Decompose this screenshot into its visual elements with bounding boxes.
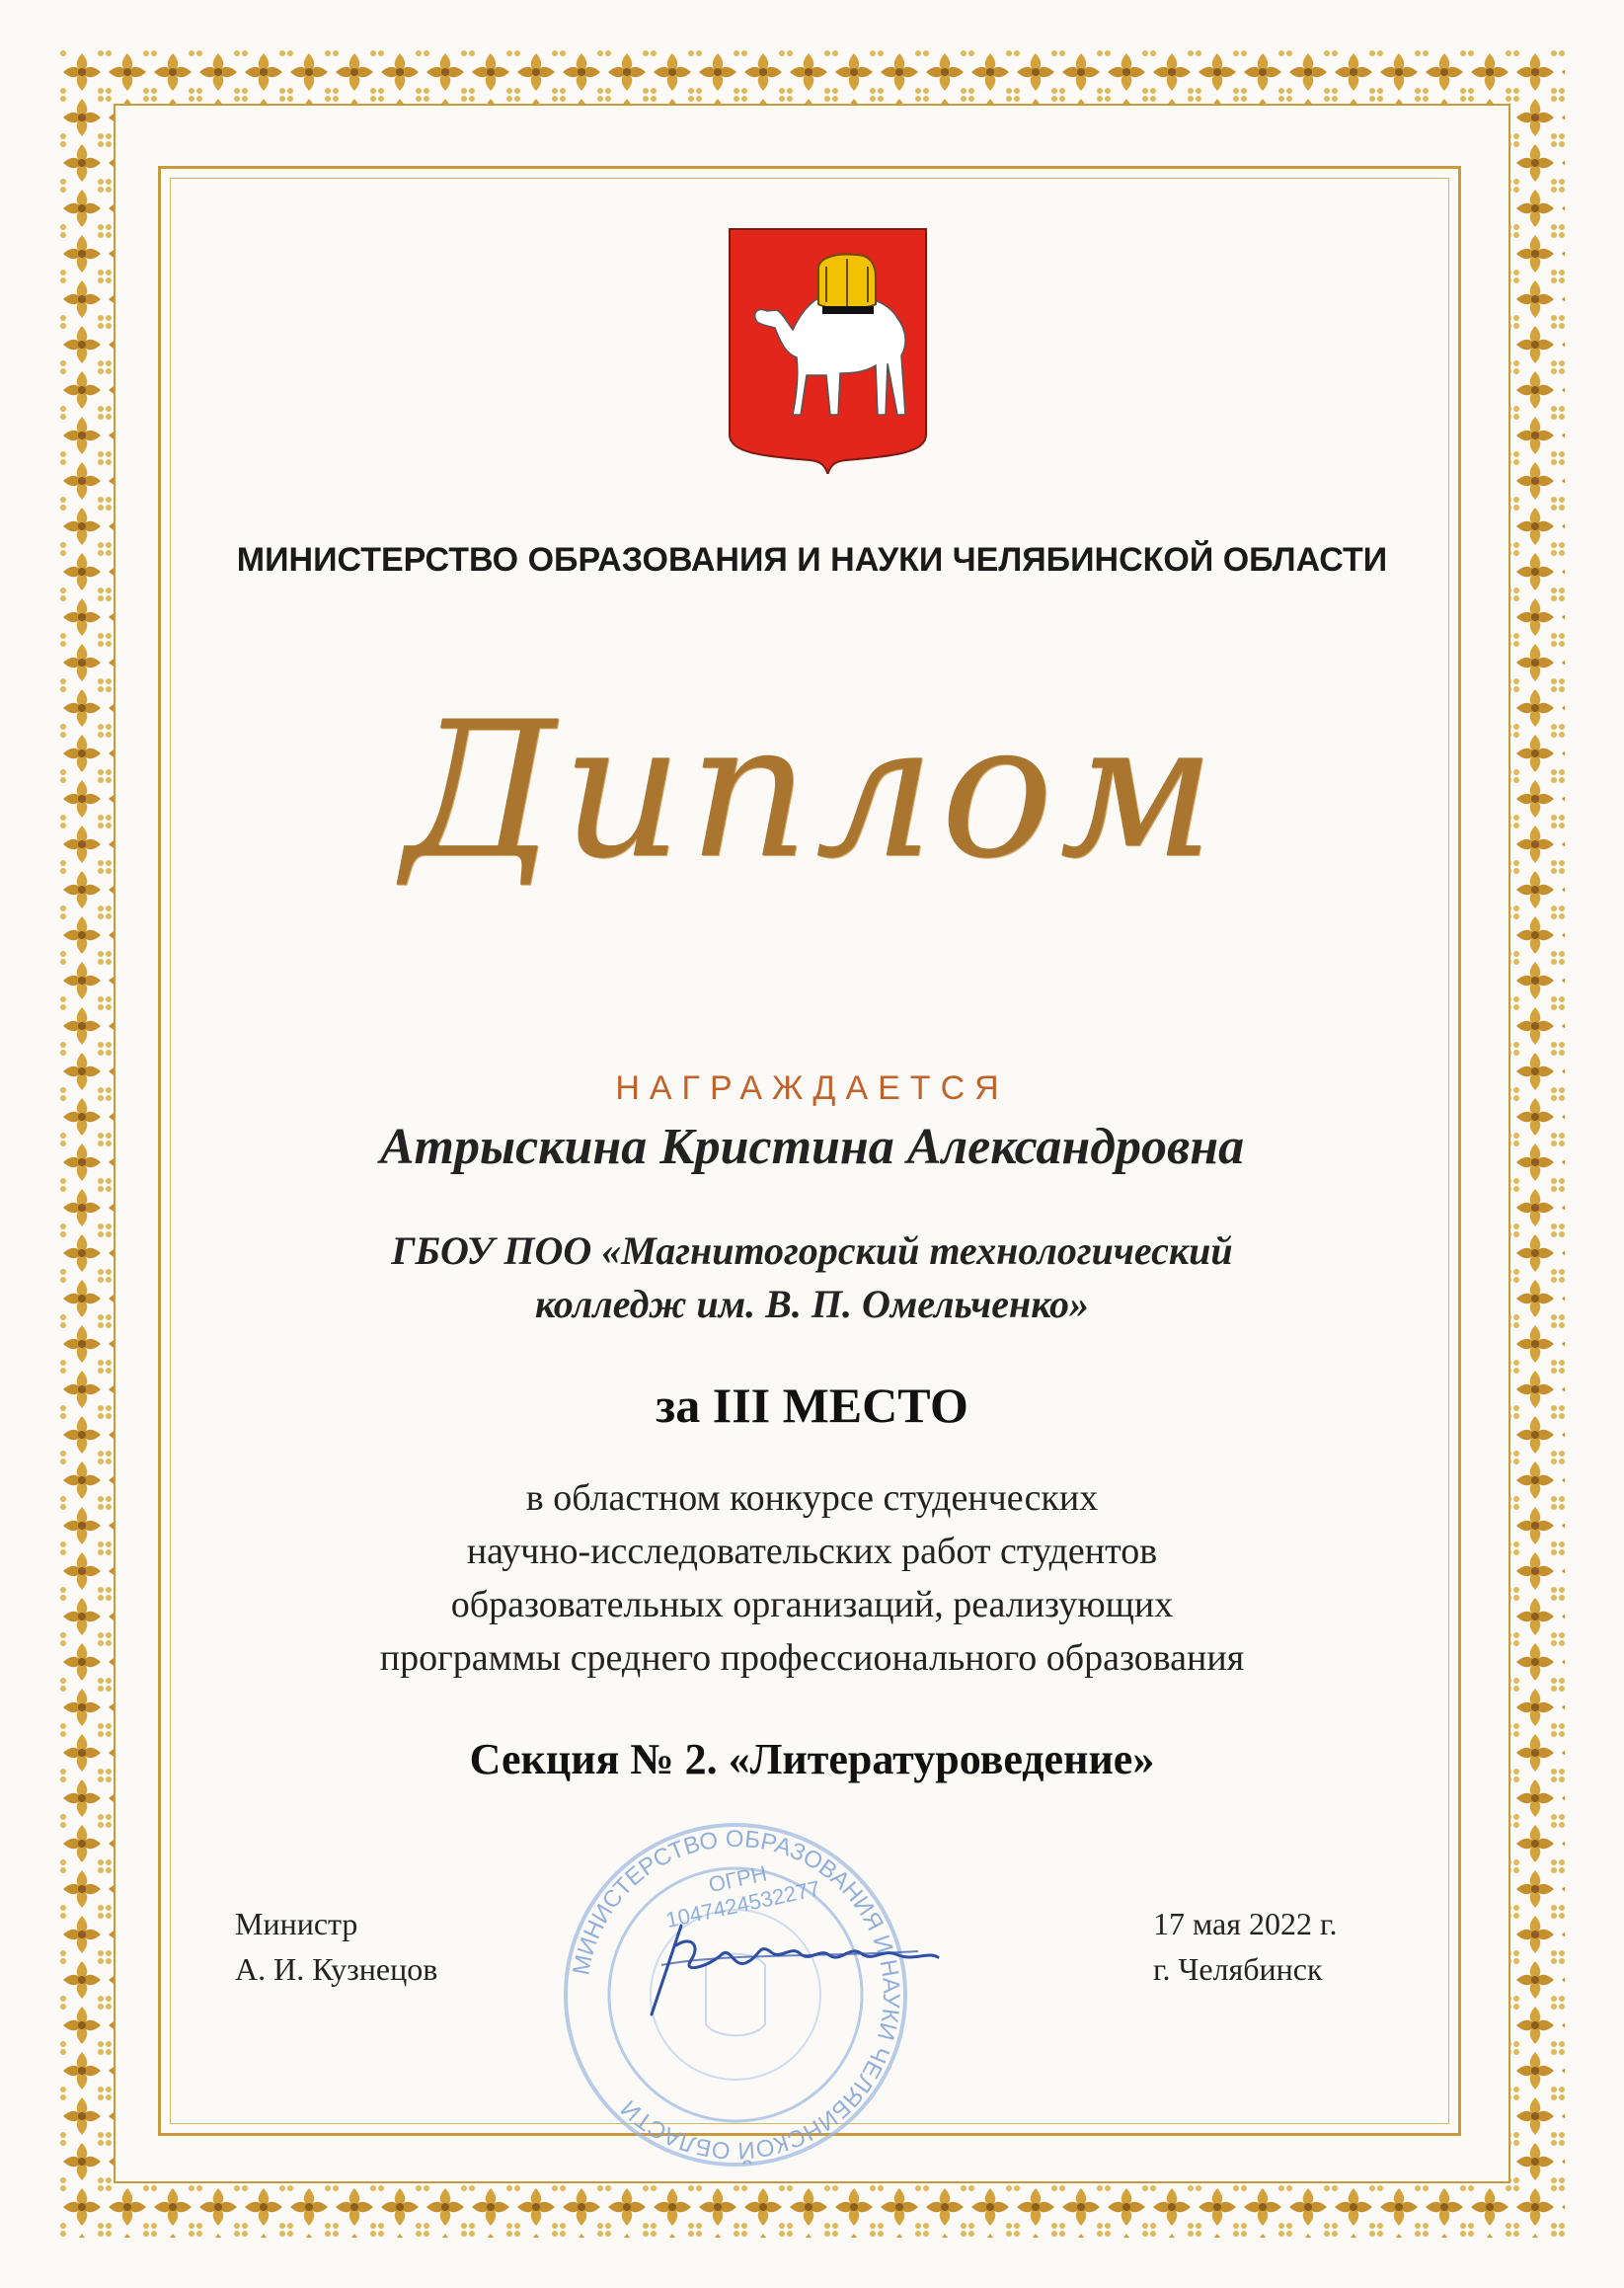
seal-text: МИНИСТЕРСТВО ОБРАЗОВАНИЯ И НАУКИ ЧЕЛЯБИНСКОЙ ОБЛАСТИ xyxy=(568,1825,905,2165)
signer-name: А. И. Кузнецов xyxy=(235,1951,438,1987)
issue-date: 17 мая 2022 г. xyxy=(1153,1906,1338,1941)
organization-line: ГБОУ ПОО «Магнитогорский технологический xyxy=(391,1228,1233,1273)
recipient-name: Атрыскина Кристина Александровна xyxy=(379,1119,1245,1175)
diploma-title: Диплом xyxy=(403,681,1221,900)
date-place-block xyxy=(1153,1901,1337,1992)
contest-line: в областном конкурсе студенческих xyxy=(525,1477,1099,1519)
contest-line: программы среднего профессионального образования xyxy=(379,1637,1245,1679)
organization xyxy=(0,1224,1624,1331)
seal-ogrn: ОГРН 1047424532277 xyxy=(663,1860,822,1933)
contest-description xyxy=(0,1471,1624,1685)
signer-position: Министр xyxy=(235,1906,358,1941)
chelyabinsk-coat-of-arms-icon xyxy=(728,227,928,474)
signer-block xyxy=(235,1901,437,1992)
organization-line: колледж им. В. П. Омельченко» xyxy=(535,1282,1089,1326)
handwritten-signature xyxy=(622,1906,948,2024)
section-title: Секция № 2. «Литературоведение» xyxy=(469,1735,1155,1783)
place-award: за III МЕСТО xyxy=(656,1378,968,1433)
contest-line: научно-исследовательских работ студентов xyxy=(466,1531,1158,1572)
awarded-label: НАГРАЖДАЕТСЯ xyxy=(615,1069,1009,1107)
ministry-name: МИНИСТЕРСТВО ОБРАЗОВАНИЯ И НАУКИ ЧЕЛЯБИНСКОЙ ОБЛАСТИ xyxy=(236,541,1388,579)
issue-city: г. Челябинск xyxy=(1153,1951,1323,1987)
contest-line: образовательных организаций, реализующих xyxy=(450,1584,1174,1625)
